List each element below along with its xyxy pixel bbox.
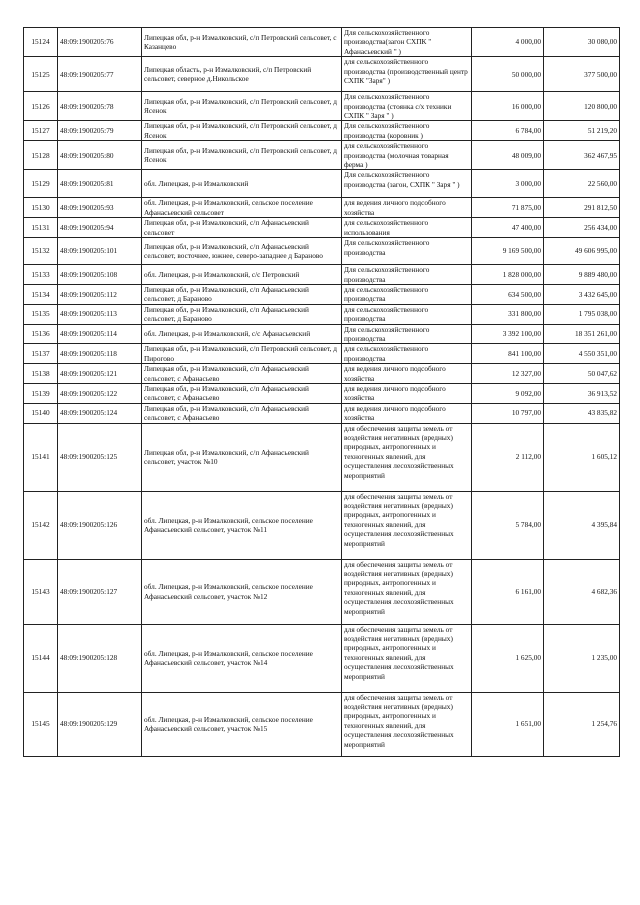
cadastral-number: 48:09:1900205:129 (58, 692, 142, 756)
cadastral-number: 48:09:1900205:79 (58, 121, 142, 141)
table-row (24, 559, 620, 624)
row-number: 15144 (24, 624, 58, 692)
table-row (24, 403, 620, 423)
area-cell: 12 327,00 (472, 364, 544, 384)
permitted-use-cell: для сельскохозяйственного производства (молочная товарная ферма ) (342, 141, 472, 170)
permitted-use-cell: Для сельскохозяйственного производства (коровник ) (342, 121, 472, 141)
cadastral-number: 48:09:1900205:112 (58, 284, 142, 304)
address-cell: Липецкая обл, р-н Измалковский, с/п Афанасьевский сельсовет, с Афанасьево (142, 364, 342, 384)
area-cell: 1 828 000,00 (472, 265, 544, 285)
area-cell: 48 009,00 (472, 141, 544, 170)
cadastral-value-cell: 4 550 351,00 (544, 344, 620, 364)
address-cell: Липецкая обл, р-н Измалковский, с/п Афанасьевский сельсовет, участок №10 (142, 423, 342, 491)
permitted-use-cell: Для сельскохозяйственного производства (загон, СХПК " Заря " ) (342, 170, 472, 198)
cadastral-value-cell: 362 467,95 (544, 141, 620, 170)
row-number: 15134 (24, 284, 58, 304)
cadastral-number: 48:09:1900205:78 (58, 92, 142, 121)
address-cell: Липецкая обл, р-н Измалковский, с/п Афанасьевский сельсовет, с Афанасьево (142, 403, 342, 423)
cadastral-value-cell: 120 800,00 (544, 92, 620, 121)
table-body (24, 28, 620, 757)
address-cell: Липецкая обл, р-н Измалковский, с/п Афанасьевский сельсовет, д Бараново (142, 304, 342, 324)
table-row (24, 344, 620, 364)
table-row (24, 383, 620, 403)
cadastral-value-cell: 1 235,00 (544, 624, 620, 692)
table-row (24, 491, 620, 559)
cadastral-value-cell: 1 254,76 (544, 692, 620, 756)
cadastral-number: 48:09:1900205:118 (58, 344, 142, 364)
row-number: 15128 (24, 141, 58, 170)
permitted-use-cell: для сельскохозяйственного производства (342, 304, 472, 324)
row-number: 15132 (24, 238, 58, 265)
address-cell: обл. Липецкая, р-н Измалковский, сельское поселение Афанасьевский сельсовет (142, 198, 342, 218)
cadastral-number: 48:09:1900205:108 (58, 265, 142, 285)
area-cell: 10 797,00 (472, 403, 544, 423)
cadastral-value-cell: 51 219,20 (544, 121, 620, 141)
cadastral-value-cell: 256 434,00 (544, 218, 620, 238)
cadastral-value-cell: 377 500,00 (544, 57, 620, 92)
row-number: 15138 (24, 364, 58, 384)
area-cell: 841 100,00 (472, 344, 544, 364)
cadastral-number: 48:09:1900205:127 (58, 559, 142, 624)
cadastral-number: 48:09:1900205:76 (58, 28, 142, 57)
cadastral-number: 48:09:1900205:124 (58, 403, 142, 423)
cadastral-value-cell: 4 682,36 (544, 559, 620, 624)
row-number: 15126 (24, 92, 58, 121)
address-cell: Липецкая обл, р-н Измалковский, с/п Петровский сельсовет, д Ясенок (142, 121, 342, 141)
permitted-use-cell: для обеспечения защиты земель от воздействия негативных (вредных) природных, антропогенных и техногенных явлений, для осуществления лесохозяйственных мероприятий (342, 491, 472, 559)
row-number: 15143 (24, 559, 58, 624)
permitted-use-cell: для сельскохозяйственного использования (342, 218, 472, 238)
area-cell: 16 000,00 (472, 92, 544, 121)
area-cell: 3 000,00 (472, 170, 544, 198)
cadastral-number: 48:09:1900205:128 (58, 624, 142, 692)
permitted-use-cell: для сельскохозяйственного производства (342, 344, 472, 364)
permitted-use-cell: для обеспечения защиты земель от воздействия негативных (вредных) природных, антропогенных и техногенных явлений, для осуществления лесохозяйственных мероприятий (342, 692, 472, 756)
address-cell: обл. Липецкая, р-н Измалковский, сельское поселение Афанасьевский сельсовет, участок №15 (142, 692, 342, 756)
table-row (24, 218, 620, 238)
permitted-use-cell: Для сельскохозяйственного производства (342, 324, 472, 344)
area-cell: 5 784,00 (472, 491, 544, 559)
row-number: 15129 (24, 170, 58, 198)
address-cell: Липецкая обл, р-н Измалковский, с/п Петровский сельсовет, д Пирогово (142, 344, 342, 364)
row-number: 15142 (24, 491, 58, 559)
area-cell: 1 651,00 (472, 692, 544, 756)
cadastral-value-cell: 9 889 480,00 (544, 265, 620, 285)
permitted-use-cell: Для сельскохозяйственного производства(загон СХПК " Афанасьевский " ) (342, 28, 472, 57)
address-cell: Липецкая обл, р-н Измалковский, с/п Афанасьевский сельсовет, восточнее, южнее, северо-западнее д Бараново (142, 238, 342, 265)
cadastral-number: 48:09:1900205:126 (58, 491, 142, 559)
cadastral-number: 48:09:1900205:122 (58, 383, 142, 403)
cadastral-number: 48:09:1900205:93 (58, 198, 142, 218)
cadastral-value-cell: 49 606 995,00 (544, 238, 620, 265)
address-cell: Липецкая обл, р-н Измалковский, с/п Петровский сельсовет, д Ясенок (142, 92, 342, 121)
address-cell: обл. Липецкая, р-н Измалковский (142, 170, 342, 198)
table-row (24, 121, 620, 141)
table-row (24, 624, 620, 692)
permitted-use-cell: для ведения личного подсобного хозяйства (342, 403, 472, 423)
area-cell: 50 000,00 (472, 57, 544, 92)
cadastral-value-cell: 43 835,82 (544, 403, 620, 423)
row-number: 15133 (24, 265, 58, 285)
cadastral-value-cell: 36 913,52 (544, 383, 620, 403)
table-row (24, 284, 620, 304)
cadastral-value-cell: 22 560,00 (544, 170, 620, 198)
table-row (24, 57, 620, 92)
address-cell: Липецкая область, р-н Измалковский, с/п Петровский сельсовет, северное д.Никольское (142, 57, 342, 92)
row-number: 15125 (24, 57, 58, 92)
cadastral-value-cell: 30 080,00 (544, 28, 620, 57)
table-row (24, 170, 620, 198)
address-cell: Липецкая обл, р-н Измалковский, с/п Петровский сельсовет, с Казанцево (142, 28, 342, 57)
permitted-use-cell: для обеспечения защиты земель от воздействия негативных (вредных) природных, антропогенных и техногенных явлений, для осуществления лесохозяйственных мероприятий (342, 423, 472, 491)
area-cell: 1 625,00 (472, 624, 544, 692)
area-cell: 9 169 500,00 (472, 238, 544, 265)
table-row (24, 692, 620, 756)
permitted-use-cell: Для сельскохозяйственного производства (342, 238, 472, 265)
row-number: 15131 (24, 218, 58, 238)
row-number: 15127 (24, 121, 58, 141)
cadastral-number: 48:09:1900205:77 (58, 57, 142, 92)
table-row (24, 92, 620, 121)
permitted-use-cell: для обеспечения защиты земель от воздействия негативных (вредных) природных, антропогенных и техногенных явлений, для осуществления лесохозяйственных мероприятий (342, 559, 472, 624)
permitted-use-cell: для ведения личного подсобного хозяйства (342, 198, 472, 218)
land-parcel-table (23, 27, 620, 757)
row-number: 15140 (24, 403, 58, 423)
table-row (24, 28, 620, 57)
permitted-use-cell: для ведения личного подсобного хозяйства (342, 383, 472, 403)
address-cell: обл. Липецкая, р-н Измалковский, с/с Афанасьевский (142, 324, 342, 344)
row-number: 15130 (24, 198, 58, 218)
table-row (24, 238, 620, 265)
area-cell: 634 500,00 (472, 284, 544, 304)
permitted-use-cell: для обеспечения защиты земель от воздействия негативных (вредных) природных, антропогенных и техногенных явлений, для осуществления лесохозяйственных мероприятий (342, 624, 472, 692)
permitted-use-cell: Для сельскохозяйственного производства (стоянка с/х техники СХПК " Заря " ) (342, 92, 472, 121)
cadastral-value-cell: 18 351 261,00 (544, 324, 620, 344)
cadastral-value-cell: 3 432 645,00 (544, 284, 620, 304)
cadastral-number: 48:09:1900205:94 (58, 218, 142, 238)
cadastral-value-cell: 1 795 038,00 (544, 304, 620, 324)
table-row (24, 324, 620, 344)
cadastral-value-cell: 50 047,62 (544, 364, 620, 384)
cadastral-value-cell: 291 812,50 (544, 198, 620, 218)
cadastral-number: 48:09:1900205:121 (58, 364, 142, 384)
row-number: 15145 (24, 692, 58, 756)
address-cell: обл. Липецкая, р-н Измалковский, сельское поселение Афанасьевский сельсовет, участок №11 (142, 491, 342, 559)
address-cell: Липецкая обл, р-н Измалковский, с/п Афанасьевский сельсовет, д Бараново (142, 284, 342, 304)
row-number: 15141 (24, 423, 58, 491)
table-row (24, 304, 620, 324)
table-row (24, 141, 620, 170)
cadastral-number: 48:09:1900205:125 (58, 423, 142, 491)
area-cell: 9 092,00 (472, 383, 544, 403)
area-cell: 2 112,00 (472, 423, 544, 491)
area-cell: 4 000,00 (472, 28, 544, 57)
area-cell: 331 800,00 (472, 304, 544, 324)
cadastral-number: 48:09:1900205:80 (58, 141, 142, 170)
address-cell: обл. Липецкая, р-н Измалковский, с/с Петровский (142, 265, 342, 285)
address-cell: обл. Липецкая, р-н Измалковский, сельское поселение Афанасьевский сельсовет, участок №12 (142, 559, 342, 624)
cadastral-value-cell: 1 605,12 (544, 423, 620, 491)
row-number: 15137 (24, 344, 58, 364)
cadastral-number: 48:09:1900205:114 (58, 324, 142, 344)
area-cell: 6 161,00 (472, 559, 544, 624)
address-cell: Липецкая обл, р-н Измалковский, с/п Афанасьевский сельсовет (142, 218, 342, 238)
table-row (24, 423, 620, 491)
address-cell: обл. Липецкая, р-н Измалковский, сельское поселение Афанасьевский сельсовет, участок №14 (142, 624, 342, 692)
area-cell: 3 392 100,00 (472, 324, 544, 344)
address-cell: Липецкая обл, р-н Измалковский, с/п Афанасьевский сельсовет, с Афанасьево (142, 383, 342, 403)
permitted-use-cell: Для сельскохозяйственного производства (342, 265, 472, 285)
row-number: 15136 (24, 324, 58, 344)
area-cell: 71 875,00 (472, 198, 544, 218)
permitted-use-cell: для ведения личного подсобного хозяйства (342, 364, 472, 384)
table-row (24, 265, 620, 285)
area-cell: 6 784,00 (472, 121, 544, 141)
address-cell: Липецкая обл, р-н Измалковский, с/п Петровский сельсовет, д Ясенок (142, 141, 342, 170)
cadastral-number: 48:09:1900205:113 (58, 304, 142, 324)
cadastral-number: 48:09:1900205:101 (58, 238, 142, 265)
cadastral-number: 48:09:1900205:81 (58, 170, 142, 198)
row-number: 15135 (24, 304, 58, 324)
permitted-use-cell: для сельскохозяйственного производства (производственный центр СХПК "Заря" ) (342, 57, 472, 92)
permitted-use-cell: для сельскохозяйственного производства (342, 284, 472, 304)
table-row (24, 364, 620, 384)
cadastral-value-cell: 4 395,84 (544, 491, 620, 559)
row-number: 15139 (24, 383, 58, 403)
table-row (24, 198, 620, 218)
area-cell: 47 400,00 (472, 218, 544, 238)
row-number: 15124 (24, 28, 58, 57)
